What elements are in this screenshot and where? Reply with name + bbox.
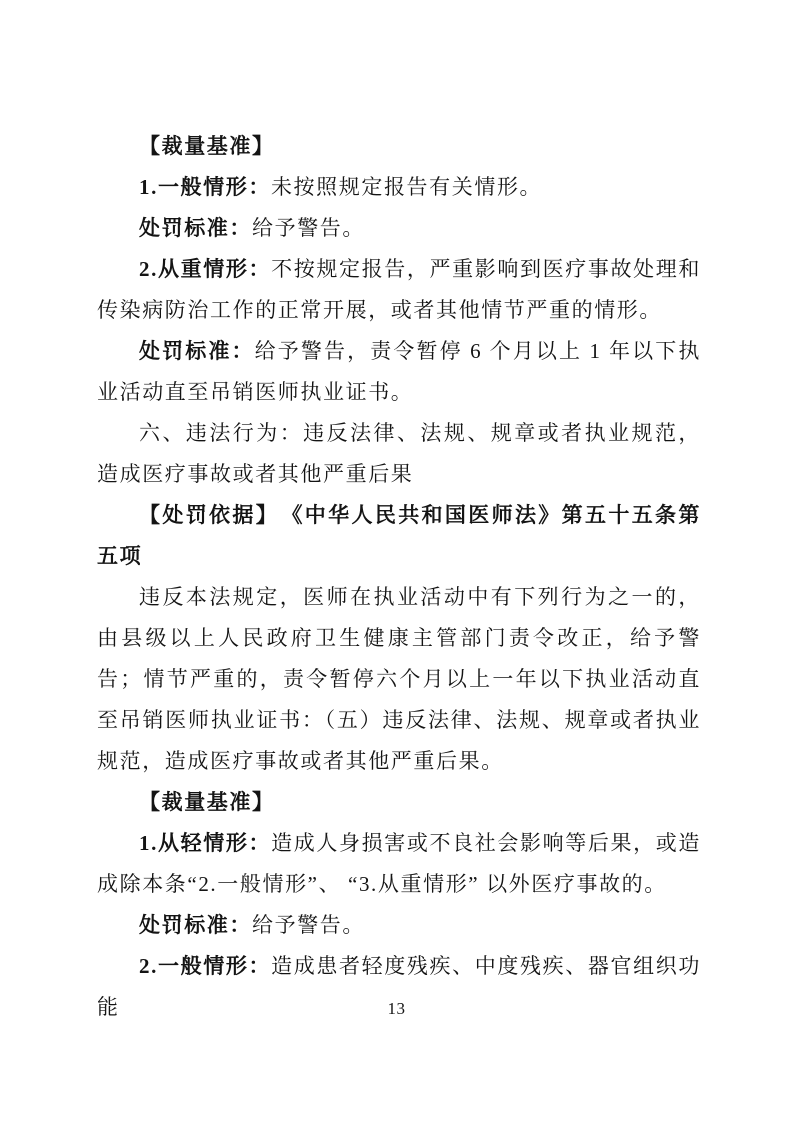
paragraph-law-citation [97,577,701,782]
paragraph-bold-lead: 【裁量基准】 [139,134,275,158]
paragraph-bold-lead: 1.从轻情形： [139,831,272,855]
paragraph-text: 给予警告。 [252,913,365,937]
paragraph-bold-lead: 【处罚依据】 《中华人民共和国医师法》第五十五条第五项 [97,503,701,568]
heading-discretion-benchmark [97,126,701,167]
paragraph-text: 未按照规定报告有关情形。 [270,175,543,199]
paragraph-penalty-standard [97,331,701,413]
paragraph-aggravated-circumstance [97,249,701,331]
paragraph-general-circumstance [97,167,701,208]
paragraph-bold-lead: 处罚标准： [139,339,255,363]
paragraph-bold-lead: 处罚标准： [139,216,252,240]
document-body [97,126,701,1028]
paragraph-text: 六、违法行为：违反法律、法规、规章或者执业规范，造成医疗事故或者其他严重后果 [97,421,701,486]
paragraph-bold-lead: 1.一般情形： [139,175,271,199]
paragraph-text: 给予警告，责令暂停 6 个月以上 1 年以下执业活动直至吊销医师执业证书。 [97,339,701,404]
paragraph-text: 违反本法规定，医师在执业活动中有下列行为之一的，由县级以上人民政府卫生健康主管部门责令改正，给予警告；情节严重的，责令暂停六个月以上一年以下执业活动直至吊销医师执业证书：（五）违反法律、法规、规章或者执业规范，造成医疗事故或者其他严重后果。 [97,585,701,773]
paragraph-bold-lead: 处罚标准： [139,913,252,937]
paragraph-mitigated-circumstance [97,823,701,905]
paragraph-text: 不按规定报告，严重影响到医疗事故处理和传染病防治工作的正常开展，或者其他情节严重的情形。 [97,257,702,322]
paragraph-text: 给予警告。 [252,216,365,240]
page-number: 13 [387,999,406,1018]
heading-penalty-basis [97,495,701,577]
paragraph-text: 造成患者轻度残疾、中度残疾、器官组织功能 [97,954,702,1019]
paragraph-bold-lead: 2.从重情形： [139,257,272,281]
heading-discretion-benchmark [97,782,701,823]
paragraph-penalty-standard [97,905,701,946]
paragraph-bold-lead: 2.一般情形： [139,954,272,978]
paragraph-bold-lead: 【裁量基准】 [139,790,275,814]
paragraph-penalty-standard [97,208,701,249]
paragraph-illegal-act-six [97,413,701,495]
paragraph-text: 造成人身损害或不良社会影响等后果，或造成除本条“2.一般情形”、 “3.从重情形” 以外医疗事故的。 [97,831,702,896]
